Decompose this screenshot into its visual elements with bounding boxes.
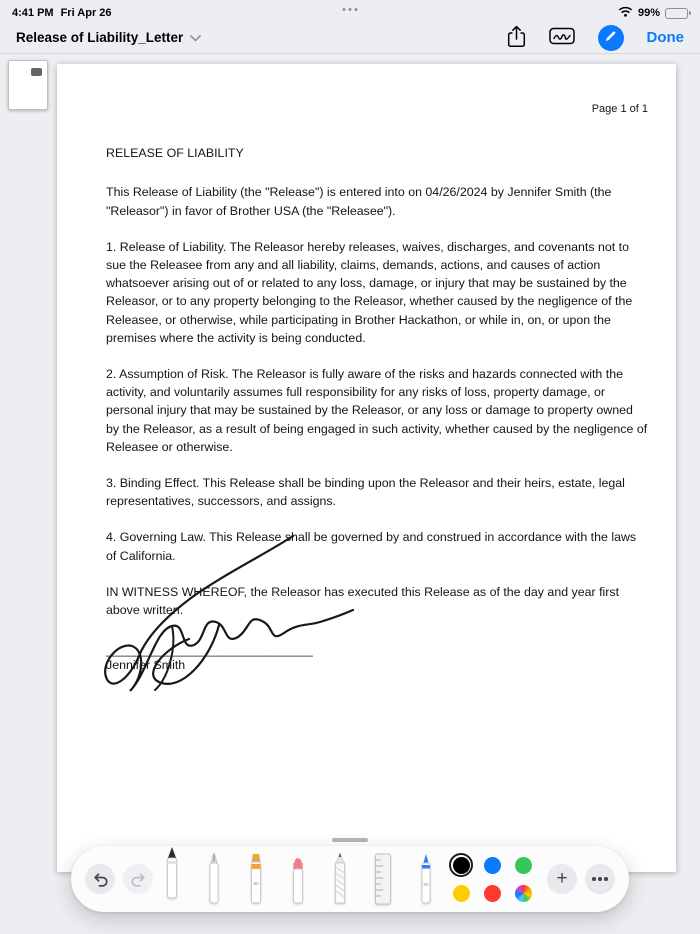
- color-palette: [449, 853, 535, 905]
- battery-icon: [665, 8, 688, 19]
- svg-text:80: 80: [253, 881, 259, 886]
- undo-button[interactable]: [85, 864, 115, 894]
- status-date: Fri Apr 26: [60, 7, 112, 19]
- page-thumbnail[interactable]: [8, 60, 48, 110]
- paragraph: This Release of Liability (the "Release") is entered into on 04/26/2024 by Jennifer Smith (the "Releasor") in favor of Brother USA (the "Releasee").: [106, 185, 612, 218]
- color-swatch[interactable]: [511, 853, 535, 877]
- document-page[interactable]: [57, 64, 676, 872]
- redo-button[interactable]: [123, 864, 153, 894]
- status-bar: [0, 0, 700, 22]
- battery-percent: 99%: [637, 7, 660, 19]
- marker-tool[interactable]: [247, 851, 265, 907]
- pencil-icon: [604, 30, 617, 46]
- color-swatch[interactable]: [449, 853, 473, 877]
- paragraph: IN WITNESS WHEREOF, the Releasor has executed this Release as of the day and year first above written.: [106, 584, 620, 618]
- color-swatch[interactable]: [480, 881, 504, 905]
- thumbnail-badge: [31, 68, 42, 76]
- markup-mode-toggle[interactable]: [598, 25, 624, 51]
- signature-block: [106, 643, 648, 673]
- ruler-tool[interactable]: [373, 851, 393, 907]
- markup-toolbar: [71, 846, 629, 912]
- add-tool-button[interactable]: +: [547, 864, 577, 894]
- paragraph: 2. Assumption of Risk. The Releasor is fully aware of the risks and hazards connected with the activity, and voluntarily assumes full responsibility for any risks of loss, property damage, or personal injury that may be sustained by the Releasor, or any loss or damage to property owned by the Releasor, as a result of being engaged in such activity, whether caused by the negligence of Releasee or otherwise.: [106, 367, 648, 454]
- pen-tool[interactable]: [163, 846, 181, 902]
- color-swatch-multicolor[interactable]: [511, 881, 535, 905]
- paragraph: 1. Release of Liability. The Releasor hereby releases, waives, discharges, and covenants not to sue the Releasee from any and all liability, claims, demands, actions, and causes of action whatsoever arising out of or related to any loss, damage, or injury that may be sustained by the Releasor, or to any property belonging to the Releasor, whether caused by the negligence of the Releasee, or otherwise, while participating in Brother Hackathon, or while in, on, or upon the premises where the activity is being conducted.: [106, 239, 633, 345]
- tool-palette: [161, 851, 437, 907]
- crayon-tool[interactable]: [289, 851, 307, 907]
- fine-pen-tool[interactable]: [417, 851, 435, 907]
- document-title: Release of Liability_Letter: [16, 30, 184, 45]
- document-heading: RELEASE OF LIABILITY: [106, 146, 244, 161]
- signature-line: ______________________________: [106, 643, 313, 658]
- svg-text:50: 50: [423, 882, 429, 887]
- ellipsis-icon: [592, 877, 608, 881]
- done-button[interactable]: Done: [646, 29, 684, 46]
- toolbar-drag-handle[interactable]: [332, 838, 368, 843]
- color-swatch[interactable]: [480, 853, 504, 877]
- paragraph: 4. Governing Law. This Release shall be governed by and construed in accordance with the laws of California.: [106, 530, 637, 563]
- chevron-down-icon: [190, 30, 201, 45]
- paragraph: 3. Binding Effect. This Release shall be binding upon the Releasor and their heirs, estate, legal representatives, successors, and assigns.: [106, 476, 625, 509]
- wifi-icon: [618, 6, 633, 20]
- pencil-tool[interactable]: [331, 851, 349, 907]
- page-indicator: Page 1 of 1: [591, 103, 648, 115]
- share-button[interactable]: [507, 25, 526, 51]
- fountain-pen-tool[interactable]: [205, 851, 223, 907]
- more-options-button[interactable]: [585, 864, 615, 894]
- markup-signature-button[interactable]: [549, 26, 575, 49]
- document-title-button[interactable]: [16, 30, 201, 45]
- status-time: 4:41 PM: [12, 7, 54, 19]
- share-icon: [507, 36, 526, 51]
- signature-name: Jennifer Smith: [106, 658, 186, 673]
- signature-box-icon: [549, 34, 575, 49]
- color-swatch[interactable]: [449, 881, 473, 905]
- nav-bar: [0, 22, 700, 54]
- multitasking-dots-icon[interactable]: [343, 8, 358, 11]
